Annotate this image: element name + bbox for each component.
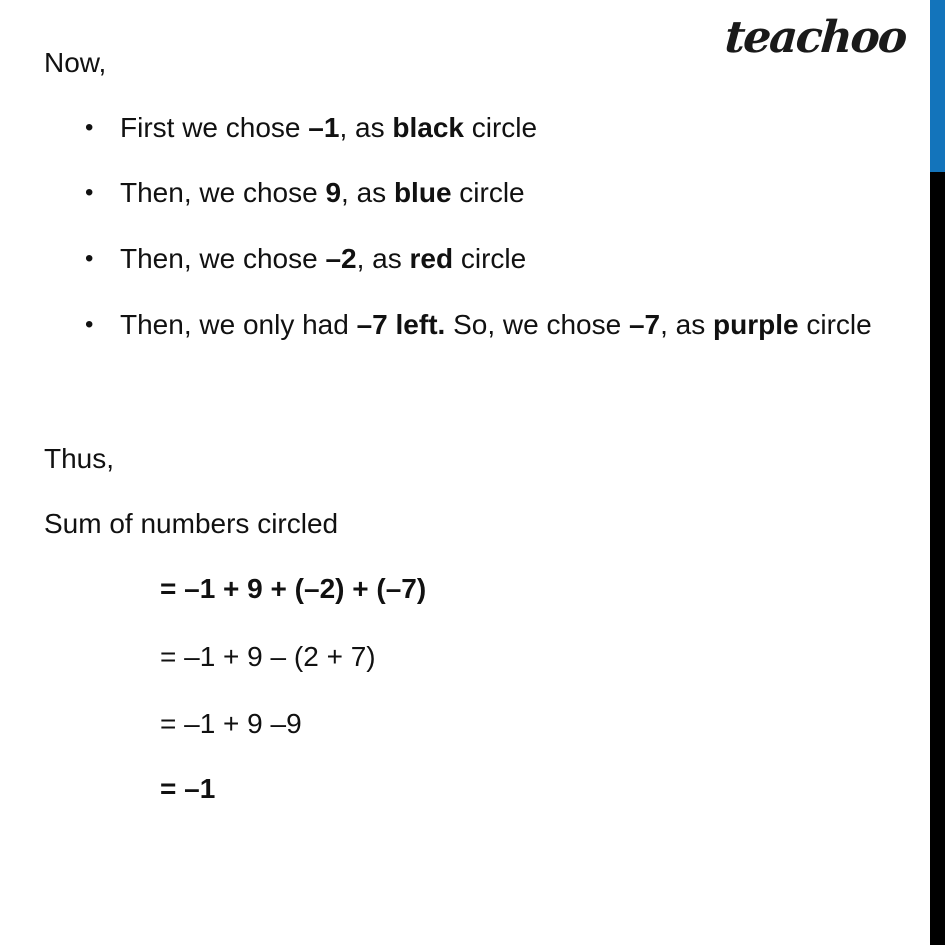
- bullet-item-1: [85, 110, 537, 146]
- equation-4: = –1: [160, 773, 216, 804]
- right-edge-bar: [930, 0, 945, 945]
- bullet-text-3: Then, we chose –2, as red circle: [120, 243, 527, 274]
- bullet-icon: •: [85, 179, 94, 206]
- bullet-text-4: Then, we only had –7 left. So, we chose –7, as purple circle: [120, 309, 872, 340]
- bullet-icon: •: [85, 311, 94, 338]
- equation-1: = –1 + 9 + (–2) + (–7): [160, 573, 427, 604]
- equation-3: = –1 + 9 –9: [160, 708, 302, 739]
- intro-text: Now,: [44, 47, 107, 78]
- equation-2: = –1 + 9 – (2 + 7): [160, 641, 376, 672]
- bullet-item-3: [85, 241, 526, 277]
- teachoo-logo: teachoo: [722, 12, 907, 63]
- bullet-icon: •: [85, 114, 94, 141]
- bullet-text-1: First we chose –1, as black circle: [120, 112, 538, 143]
- thus-text: Thus,: [44, 443, 115, 474]
- bullet-item-4: [85, 307, 872, 343]
- sum-label: Sum of numbers circled: [44, 508, 339, 539]
- bar-black-segment: [930, 172, 945, 945]
- bar-blue-segment: [930, 0, 945, 172]
- bullet-item-2: [85, 175, 525, 211]
- bullet-icon: •: [85, 245, 94, 272]
- bullet-text-2: Then, we chose 9, as blue circle: [120, 177, 525, 208]
